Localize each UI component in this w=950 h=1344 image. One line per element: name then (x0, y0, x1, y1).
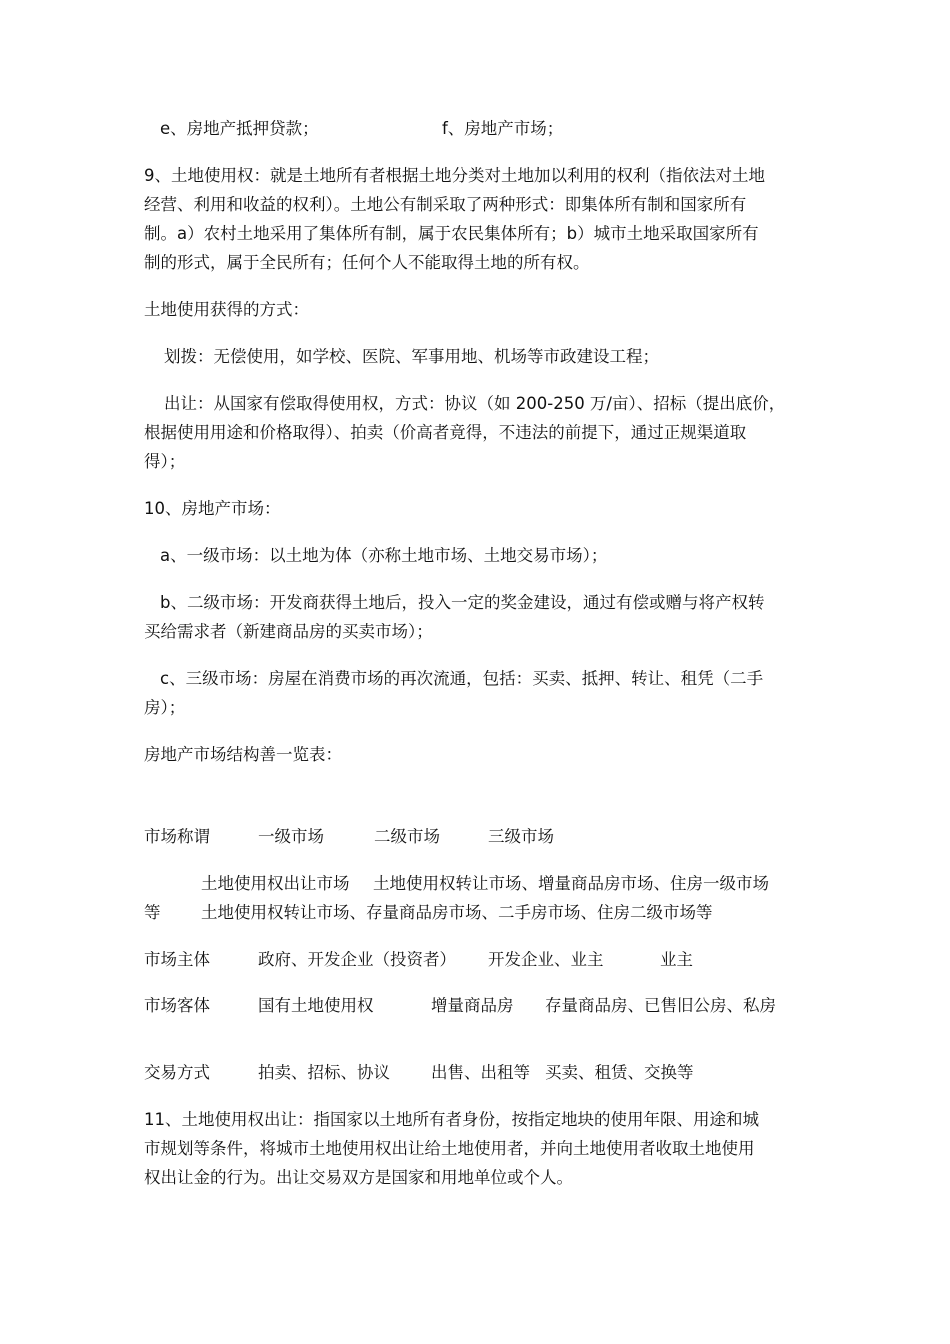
table-cell: 出售、出租等 (431, 1063, 530, 1082)
table-cell: 开发企业、业主 (488, 950, 604, 969)
item-f: f、房地产市场； (442, 119, 564, 138)
allocation-line: 划拨：无偿使用，如学校、医院、军事用地、机场等市政建设工程； (164, 347, 659, 366)
section-11-line: 市规划等条件，将城市土地使用权出让给土地使用者，并向土地使用者收取土地使用 (144, 1139, 755, 1158)
table-cell: 存量商品房、已售旧公房、私房 (545, 996, 776, 1015)
section-9-line: 制的形式，属于全民所有；任何个人不能取得土地的所有权。 (144, 253, 590, 272)
table-row-label: 交易方式 (144, 1063, 210, 1082)
section-10-heading: 10、房地产市场： (144, 499, 281, 518)
item-e: e、房地产抵押贷款； (160, 119, 319, 138)
table-cell: 业主 (660, 950, 693, 969)
section-9-line: 制。a）农村土地采用了集体所有制，属于农民集体所有；b）城市土地采取国家所有 (144, 224, 759, 243)
table-cell: 土地使用权转让市场、增量商品房市场、住房一级市场 (373, 874, 769, 893)
table-header-cell: 一级市场 (258, 827, 324, 846)
transfer-line: 根据使用用途和价格取得）、拍卖（价高者竟得，不违法的前提下，通过正规渠道取 (144, 423, 747, 442)
table-header-cell: 三级市场 (488, 827, 554, 846)
section-9-line: 经营、利用和收益的权利）。土地公有制采取了两种形式：即集体所有制和国家所有 (144, 195, 747, 214)
table-cell: 国有土地使用权 (258, 996, 374, 1015)
table-row-label: 市场主体 (144, 950, 210, 969)
section-9-line: 9、土地使用权：就是土地所有者根据土地分类对土地加以利用的权利（指依法对土地 (144, 166, 765, 185)
table-title: 房地产市场结构善一览表： (144, 745, 342, 764)
transfer-line: 出让：从国家有偿取得使用权，方式：协议（如 200-250 万/亩）、招标（提出底价， (164, 394, 786, 413)
tertiary-market-line: 房）； (144, 698, 186, 717)
secondary-market-line: b、二级市场：开发商获得土地后，投入一定的奖金建设，通过有偿或赠与将产权转 (160, 593, 765, 612)
table-cell: 土地使用权出让市场 (201, 874, 350, 893)
acquisition-heading: 土地使用获得的方式： (144, 300, 309, 319)
table-header-cell: 二级市场 (374, 827, 440, 846)
table-cell: 等 (144, 903, 161, 922)
section-11-line: 权出让金的行为。出让交易双方是国家和用地单位或个人。 (144, 1168, 573, 1187)
transfer-line: 得）； (144, 452, 186, 471)
section-11-line: 11、土地使用权出让：指国家以土地所有者身份，按指定地块的使用年限、用途和城 (144, 1110, 759, 1129)
tertiary-market-line: c、三级市场：房屋在消费市场的再次流通，包括：买卖、抵押、转让、租凭（二手 (160, 669, 764, 688)
table-cell: 土地使用权转让市场、存量商品房市场、二手房市场、住房二级市场等 (201, 903, 713, 922)
table-cell: 买卖、租赁、交换等 (545, 1063, 694, 1082)
primary-market-line: a、一级市场：以土地为体（亦称土地市场、土地交易市场）； (160, 546, 608, 565)
table-header-cell: 市场称谓 (144, 827, 210, 846)
table-row-label: 市场客体 (144, 996, 210, 1015)
secondary-market-line: 买给需求者（新建商品房的买卖市场）； (144, 622, 433, 641)
table-cell: 增量商品房 (431, 996, 514, 1015)
table-cell: 拍卖、招标、协议 (258, 1063, 390, 1082)
table-cell: 政府、开发企业（投资者） (258, 950, 456, 969)
